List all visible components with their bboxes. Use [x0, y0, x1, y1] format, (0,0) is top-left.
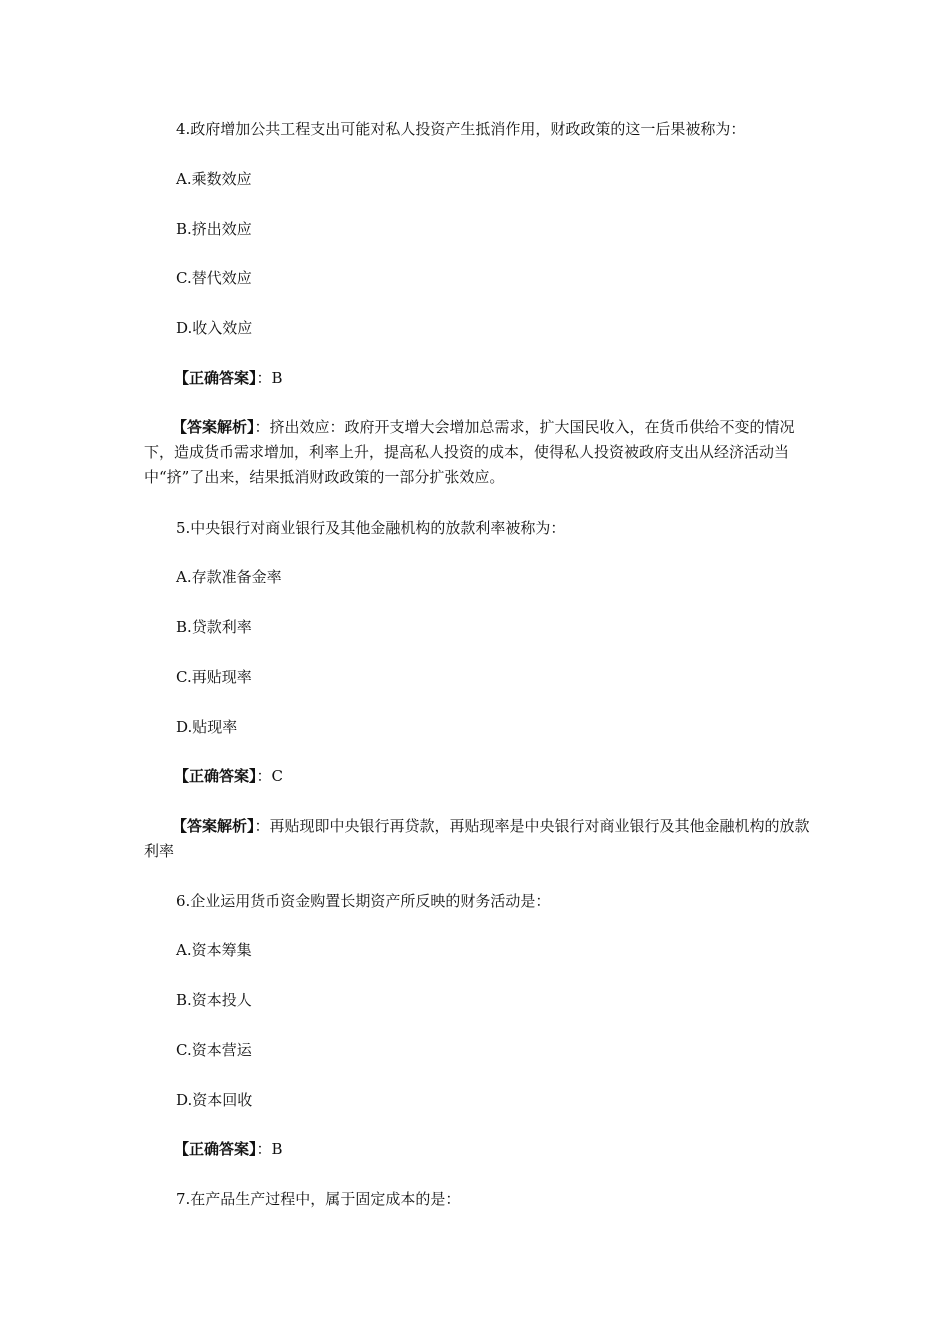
- question-5-option-b: B.贷款利率: [176, 618, 252, 636]
- analysis-label: 【答案解析】: [172, 418, 255, 436]
- question-5-option-c: C.再贴现率: [176, 668, 252, 686]
- answer-label: 【正确答案】: [174, 767, 257, 785]
- question-5-answer: [174, 764, 283, 788]
- question-5-analysis: [144, 814, 812, 864]
- question-5-option-a: A.存款准备金率: [176, 568, 282, 586]
- question-4-option-b: B.挤出效应: [176, 220, 252, 238]
- question-6-option-d: D.资本回收: [176, 1091, 253, 1109]
- analysis-label: 【答案解析】: [172, 817, 255, 835]
- analysis-text: ：再贴现即中央银行再贷款，再贴现率是中央银行对商业银行及其他金融机构的放款利率: [144, 817, 810, 860]
- answer-value: ：B: [256, 369, 283, 387]
- question-4-analysis: [144, 415, 812, 490]
- question-6-option-c: C.资本营运: [176, 1041, 252, 1059]
- question-5-stem: 5.中央银行对商业银行及其他金融机构的放款利率被称为：: [176, 519, 566, 537]
- question-4-option-c: C.替代效应: [176, 269, 252, 287]
- question-6-stem: 6.企业运用货币资金购置长期资产所反映的财务活动是：: [176, 892, 551, 910]
- answer-label: 【正确答案】: [174, 1140, 257, 1158]
- analysis-text: ：挤出效应：政府开支增大会增加总需求，扩大国民收入，在货币供给不变的情况下，造成货币需求增加，利率上升，提高私人投资的成本，使得私人投资被政府支出从经济活动当中“挤”了出来，结果抵消财政政策的一部分扩张效应。: [144, 418, 795, 486]
- question-6-option-a: A.资本筹集: [176, 941, 252, 959]
- question-6-answer: [174, 1137, 283, 1161]
- question-4-option-a: A.乘数效应: [176, 170, 252, 188]
- question-6-option-b: B.资本投人: [176, 991, 252, 1009]
- answer-value: ：C: [256, 767, 283, 785]
- question-4-answer: [174, 366, 283, 390]
- question-5-option-d: D.贴现率: [176, 718, 238, 736]
- question-4-option-d: D.收入效应: [176, 319, 253, 337]
- answer-value: ：B: [256, 1140, 283, 1158]
- question-7-stem: 7.在产品生产过程中，属于固定成本的是：: [176, 1190, 461, 1208]
- question-4-stem: 4.政府增加公共工程支出可能对私人投资产生抵消作用，财政政策的这一后果被称为：: [176, 120, 746, 138]
- answer-label: 【正确答案】: [174, 369, 257, 387]
